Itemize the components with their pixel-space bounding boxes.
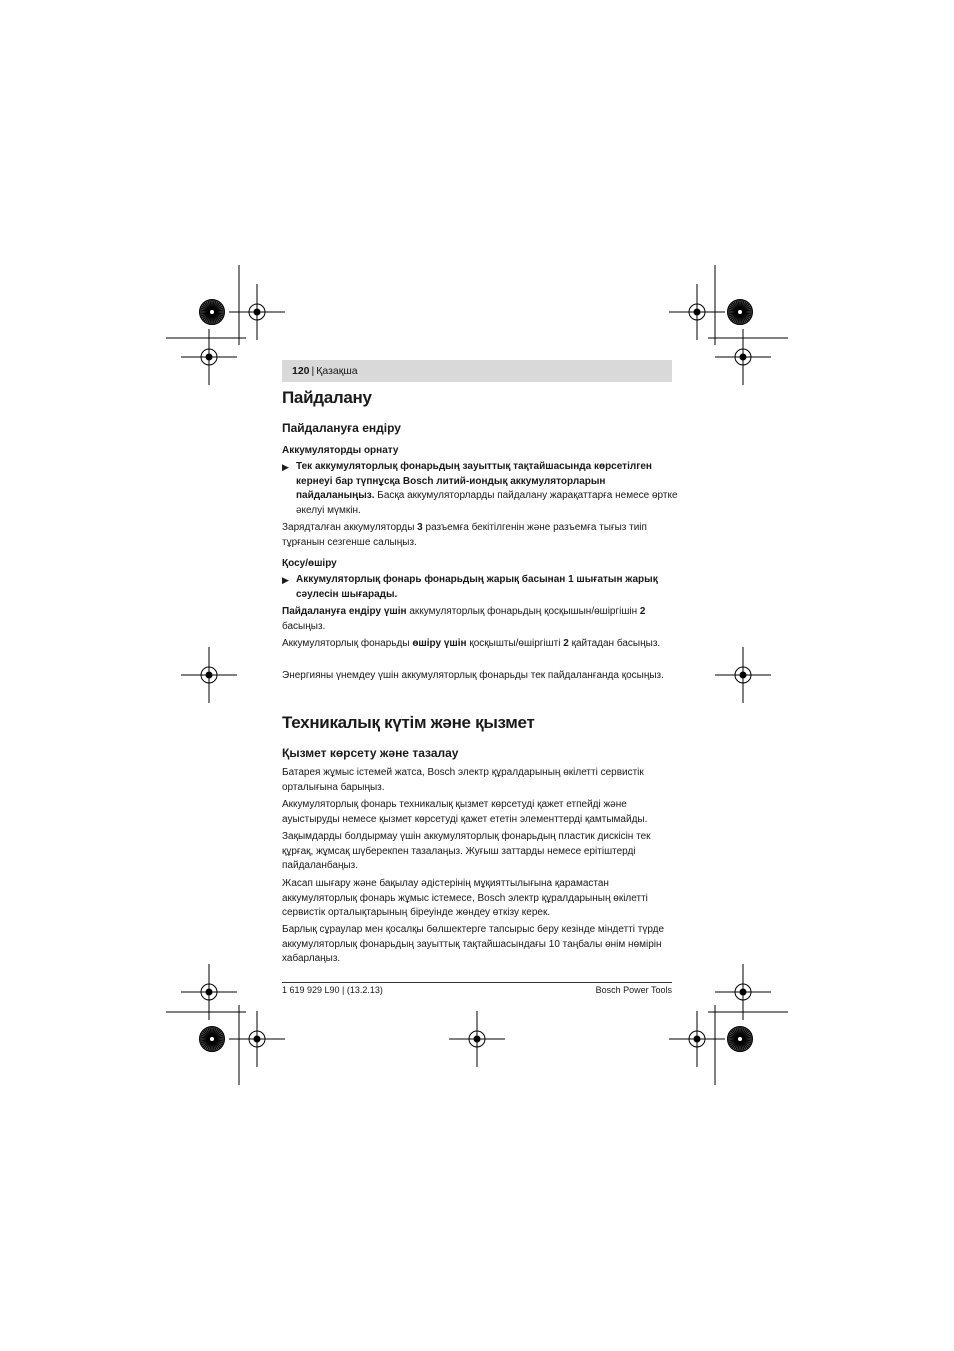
crosshair-icon <box>206 672 213 679</box>
page-header <box>282 360 672 382</box>
light-warning-bold: Аккумуляторлық фонарь фонарьдың жарық басынан 1 шығатын жарық сәулесін шығарады. <box>296 574 658 600</box>
energy-save-paragraph: Энергияны үнемдеу үшін аккумуляторлық фонарьды тек пайдаланғанда қосыңыз. <box>282 670 664 681</box>
battery-insert-text: Зарядталған аккумуляторды <box>282 522 418 533</box>
starburst-target-icon <box>210 1037 214 1041</box>
language-label: Қазақша <box>316 365 358 377</box>
switch-off-pre: Аккумуляторлық фонарьды <box>282 638 413 649</box>
battery-warning-item <box>282 460 686 518</box>
crosshair-icon <box>254 1036 261 1043</box>
service-paragraph-3: Зақымдарды болдырмау үшін аккумуляторлық фонарьдың пластик дискісін тек құрғақ, жұмсақ шүберекпен тазалаңыз. Жуғыш заттарды немесе ерітіштерді пайдаланбаңыз. <box>282 831 651 871</box>
crosshair-icon <box>474 1036 481 1043</box>
triangle-right-icon: ▶ <box>282 462 289 472</box>
crosshair-icon <box>206 989 213 996</box>
crosshair-icon <box>694 1036 701 1043</box>
crosshair-icon <box>740 354 747 361</box>
switch-on-bold: Пайдалануға ендіру үшін <box>282 606 407 617</box>
triangle-right-icon: ▶ <box>282 575 289 585</box>
switch-on-text: аккумуляторлық фонарьдың қосқышын/өшіргішін <box>406 606 640 617</box>
brand-name: Bosch Power Tools <box>595 985 672 995</box>
switch-on-end: басыңыз. <box>282 620 326 632</box>
header-separator: | <box>311 365 315 377</box>
switch-ref: 2 <box>639 606 646 617</box>
service-paragraph-2: Аккумуляторлық фонарь техникалық қызмет көрсетуді қажет етпейді және ауыстыруды немесе қызмет көрсетуді қажет ететін элементтерді қамтымайды. <box>282 799 648 825</box>
switch-ref: 2 <box>563 638 569 649</box>
subsection-title-battery-install: Аккумуляторды орнату <box>282 445 399 456</box>
section-title-usage: Пайдалану <box>282 388 372 407</box>
subsection-title-service: Қызмет көрсету және тазалау <box>282 746 459 760</box>
subsection-title-on-off: Қосу/өшіру <box>282 558 337 569</box>
starburst-target-icon <box>210 310 214 314</box>
switch-off-end: қайтадан басыңыз. <box>568 638 661 649</box>
battery-socket-ref: 3 <box>417 522 423 533</box>
battery-warning-text: Басқа аккумуляторларды пайдалану жарақаттарға немесе өртке әкелуі мүмкін. <box>296 490 678 516</box>
switch-off-paragraph <box>282 637 672 652</box>
switch-off-bold: өшіру үшін <box>412 638 467 649</box>
switch-on-paragraph <box>282 605 672 634</box>
document-id: 1 619 929 L90 | (13.2.13) <box>282 985 383 995</box>
crosshair-icon <box>694 309 701 316</box>
service-paragraph-1: Батарея жұмыс істемей жатса, Bosch электр құралдарының өкілетті сервистік орталығына барыңыз. <box>282 767 644 793</box>
section-title-maintenance: Техникалық күтім және қызмет <box>282 713 535 732</box>
battery-insert-paragraph <box>282 521 672 550</box>
footer-rule <box>282 982 672 983</box>
page-number: 120 <box>292 365 310 377</box>
service-paragraph-5: Барлық сұраулар мен қосалқы бөлшектерге тапсырыс беру кезінде міндетті түрде аккумуляторлық фонарьдың зауыттық тақтайшасындағы 10 таңбалы өнім нөмірін хабарлаңыз. <box>282 924 665 964</box>
service-paragraph-4: Жасап шығару және бақылау әдістерінің мұқияттылығына қарамастан аккумуляторлық фонарь жұмыс істемесе, Bosch электр құралдарының өкілетті сервистік орталықтарының біреуінде жөндеу өткізу керек. <box>282 878 648 918</box>
starburst-target-icon <box>738 1037 742 1041</box>
battery-warning-bold: Тек аккумуляторлық фонарьдың зауыттық тақтайшасында көрсетілген кернеуі бар түпнұсқа Bosch литий-иондық аккумуляторларын пайдаланыңыз. <box>296 461 652 501</box>
crosshair-icon <box>254 309 261 316</box>
switch-off-text: қосқышты/өшіргішті <box>466 638 564 649</box>
crosshair-icon <box>206 354 213 361</box>
subsection-title-commissioning: Пайдалануға ендіру <box>282 421 401 435</box>
light-warning-item <box>282 573 686 602</box>
crosshair-icon <box>740 672 747 679</box>
crosshair-icon <box>740 989 747 996</box>
battery-insert-text-end: разъемға бекітілгенін және разъемға тығыз тиіп тұрғанын сезгенше салыңыз. <box>282 522 647 548</box>
starburst-target-icon <box>738 310 742 314</box>
